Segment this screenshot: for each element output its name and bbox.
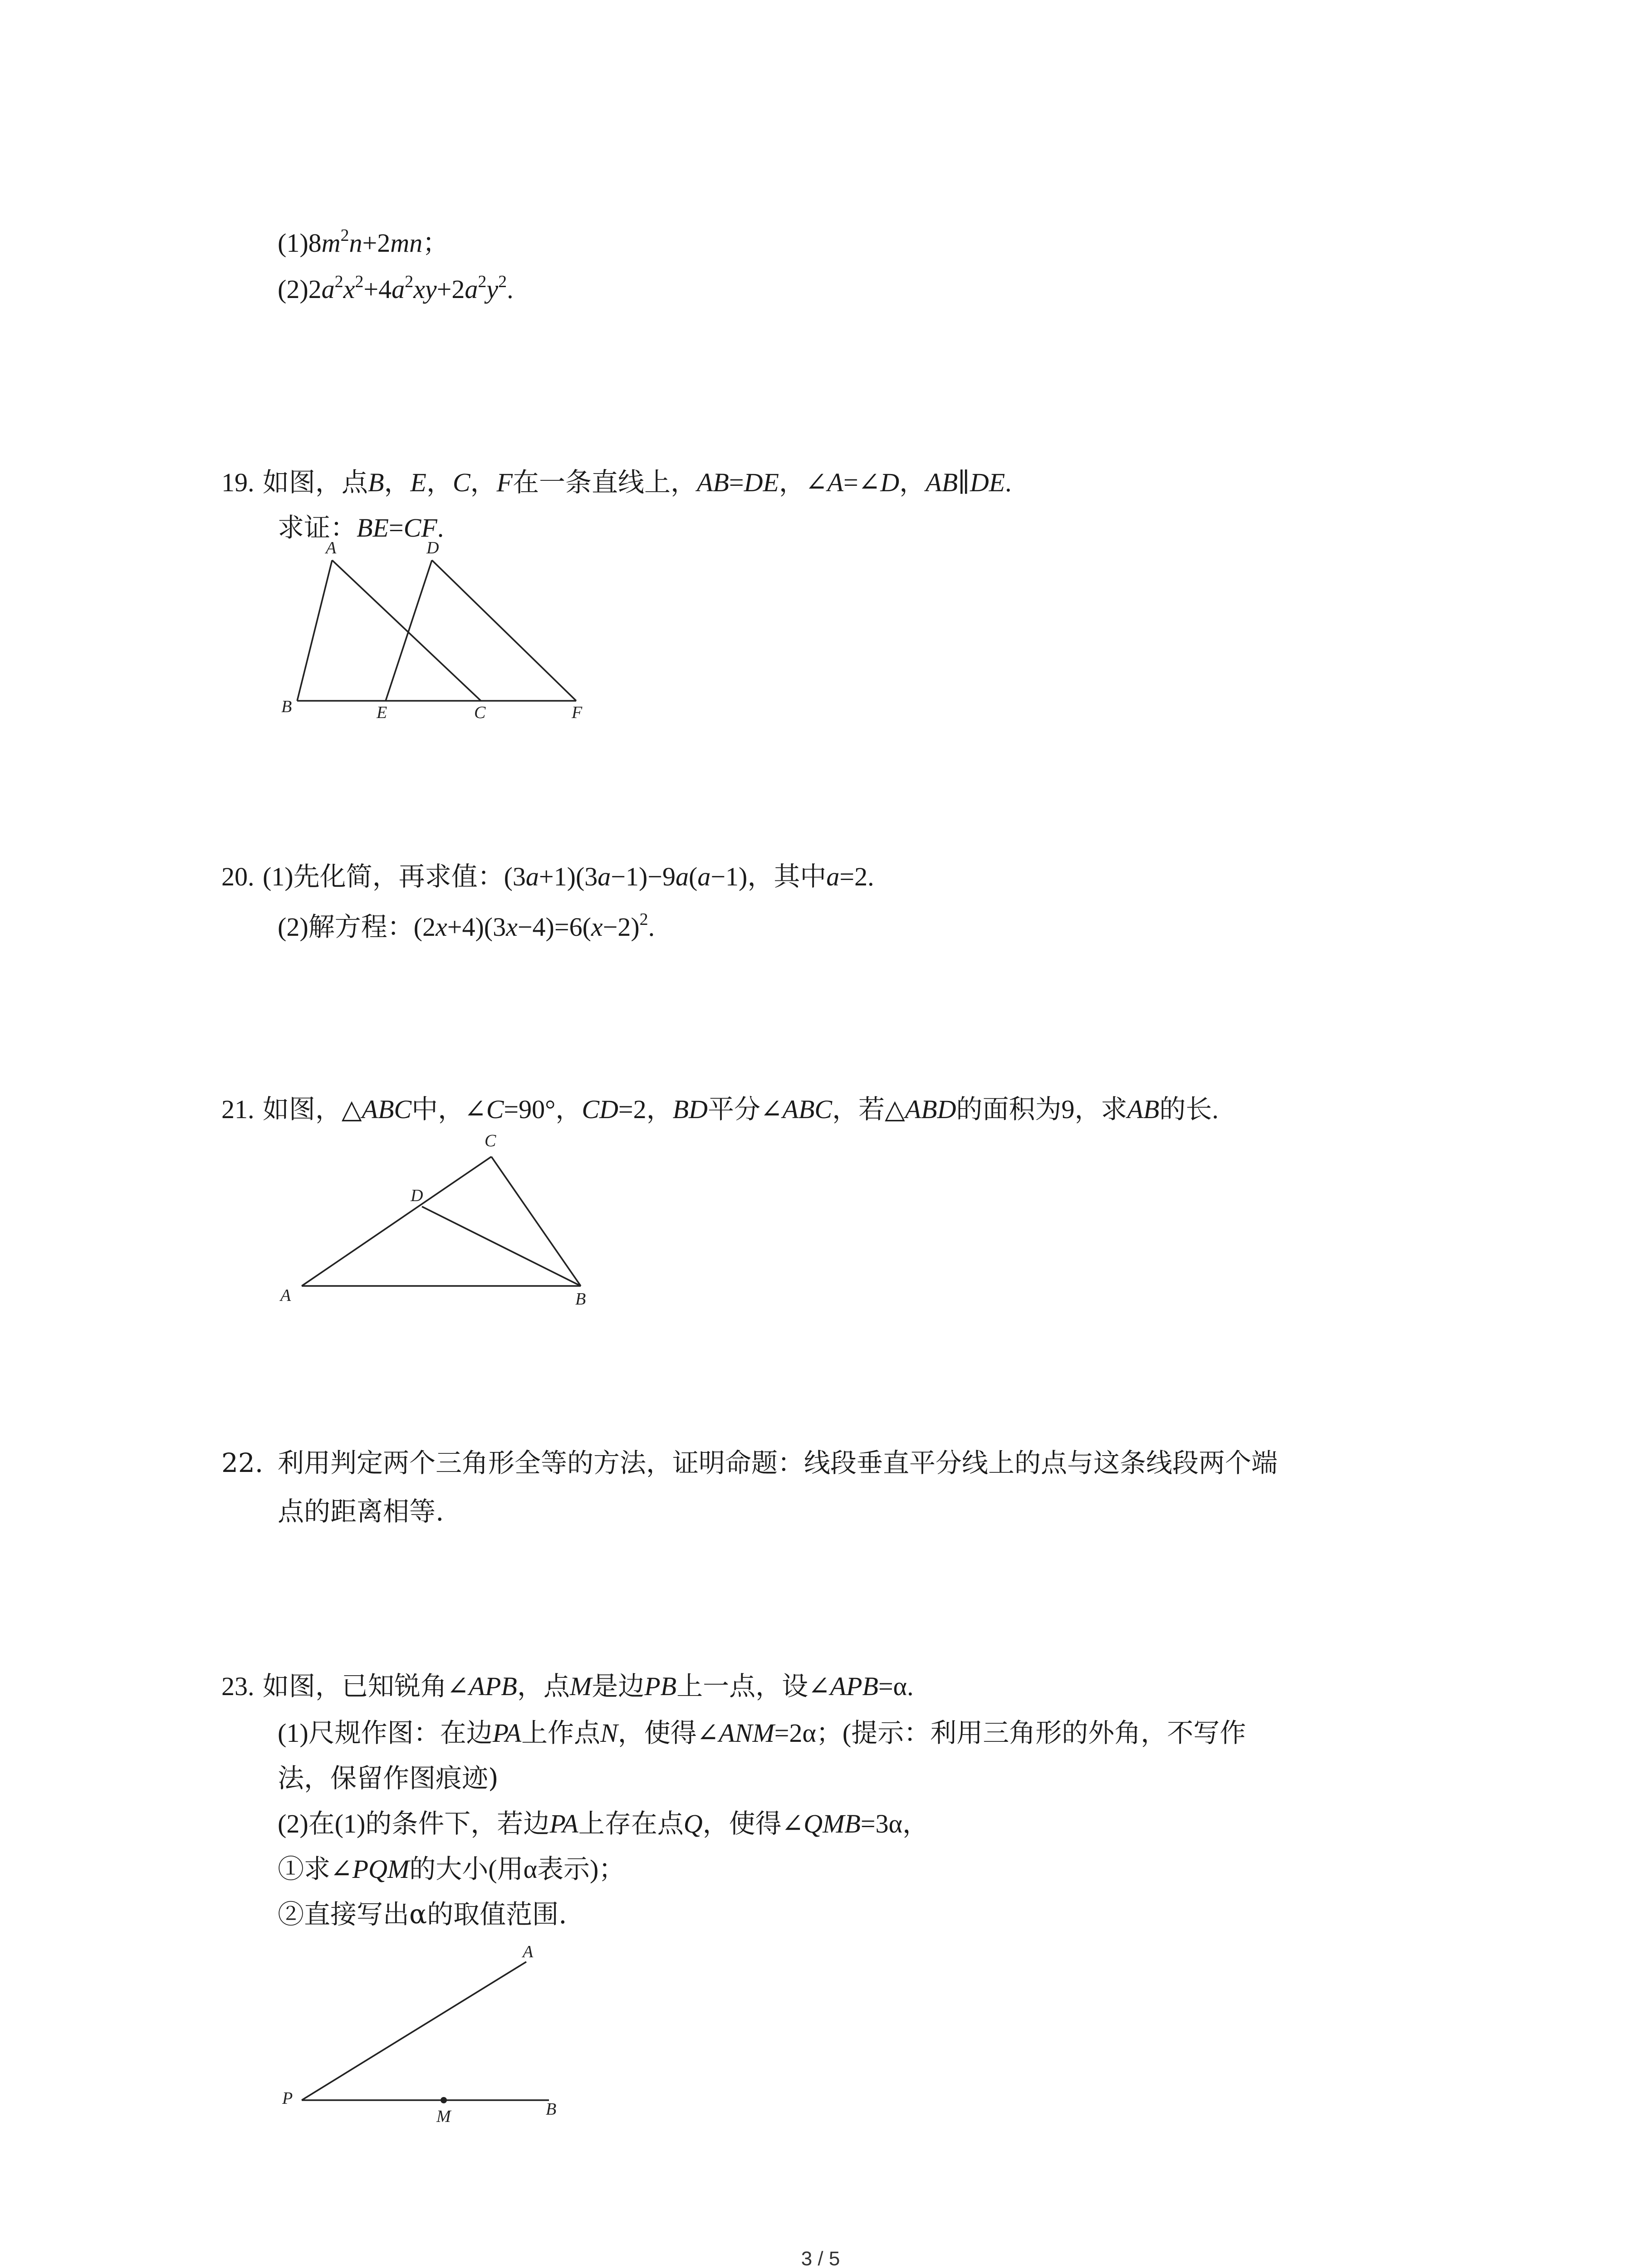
- q21-label-A: A: [280, 1286, 291, 1305]
- q18-part2: $(2)2a^2x^2+4a^2xy+2a^2y^2$.: [278, 272, 514, 304]
- q22-line2: 点的距离相等.: [278, 1496, 444, 1527]
- q19-figure: [272, 540, 599, 730]
- q23-figure: [272, 1937, 599, 2127]
- q21-number: 21.: [221, 1095, 255, 1124]
- q23-label-B: B: [546, 2100, 557, 2119]
- q19-prove: 求证：BE=CF.: [278, 512, 444, 543]
- q23-number: 23.: [221, 1672, 255, 1701]
- q22-number: 22.: [221, 1447, 264, 1478]
- q19-label-D: D: [426, 538, 439, 557]
- q23-sub2: ②直接写出α的取值范围.: [278, 1899, 567, 1930]
- q21-label-C: C: [485, 1131, 496, 1150]
- q19-statement: 19. 如图，点B，E，C，F在一条直线上，AB=DE，∠A=∠D，AB∥DE.: [221, 467, 1012, 498]
- q23-statement: 23. 如图，已知锐角∠APB，点M是边PB上一点，设∠APB=α.: [221, 1671, 914, 1701]
- q21-label-B: B: [575, 1290, 586, 1309]
- q21-statement: 21. 如图，△ABC中，∠C=90°，CD=2，BD平分∠ABC，若△ABD的面积为9，求AB的长.: [221, 1094, 1219, 1124]
- q19-number: 19.: [221, 468, 255, 497]
- q21-figure: [272, 1129, 599, 1320]
- q23-label-P: P: [282, 2089, 293, 2108]
- q20-number: 20.: [221, 862, 255, 891]
- q19-label-C: C: [474, 703, 486, 722]
- q23-label-M: M: [436, 2107, 451, 2126]
- q23-label-A: A: [523, 1942, 534, 1961]
- q21-label-D: D: [411, 1186, 423, 1205]
- q23-point-M: [441, 2097, 447, 2103]
- q23-part2: (2)在(1)的条件下，若边PA上存在点Q，使得∠QMB=3α，: [278, 1808, 929, 1839]
- page-number: 3 / 5: [801, 2248, 840, 2268]
- q23-sub1: ①求∠PQM的大小(用α表示)；: [278, 1853, 625, 1884]
- q19-label-B: B: [281, 697, 292, 716]
- q23-part1: (1)尺规作图：在边PA上作点N，使得∠ANM=2α；(提示：利用三角形的外角，不写作: [278, 1717, 1246, 1748]
- q23-part1-cont: 法，保留作图痕迹): [278, 1763, 499, 1794]
- q19-label-F: F: [572, 703, 583, 722]
- q20-part1: 20. (1)先化简，再求值：(3a+1)(3a−1)−9a(a−1)，其中a=2.: [221, 861, 874, 892]
- q19-label-A: A: [326, 538, 337, 557]
- q22-line1: 利用判定两个三角形全等的方法，证明命题：线段垂直平分线上的点与这条线段两个端: [278, 1447, 1278, 1478]
- q20-part2: (2)解方程：$(2x+4)(3x-4)=6(x-2)^2$.: [278, 910, 655, 942]
- q18-part1: $(1)8m^2n+2mn$；: [278, 226, 449, 258]
- q19-label-E: E: [377, 703, 387, 722]
